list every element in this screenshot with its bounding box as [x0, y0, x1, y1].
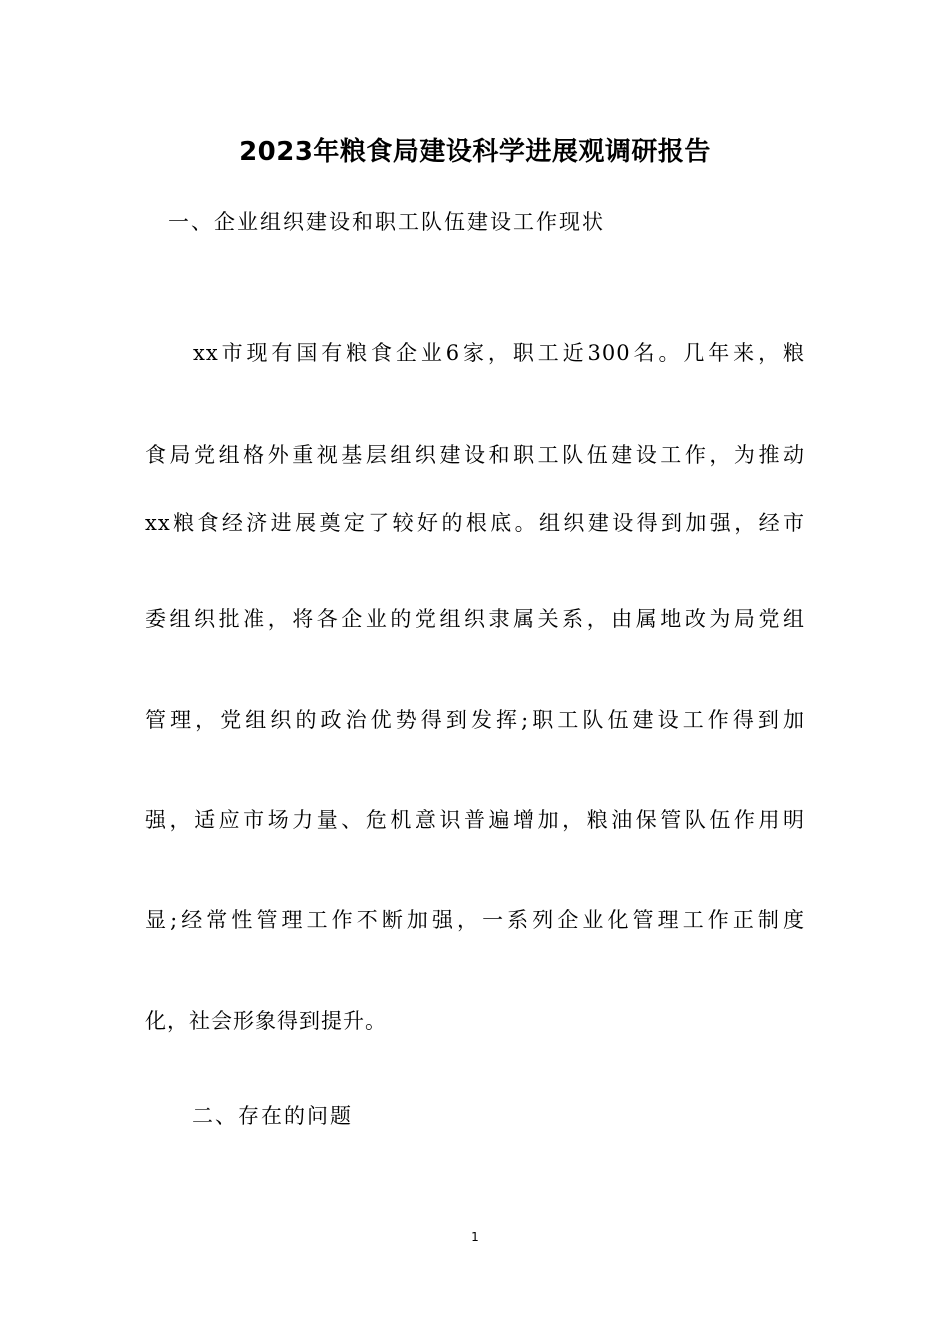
paragraph-line: 委组织批准，将各企业的党组织隶属关系，由属地改为局党组	[145, 607, 805, 631]
paragraph-line: xx粮食经济进展奠定了较好的根底。组织建设得到加强，经市	[145, 511, 805, 535]
section-heading-1: 一、企业组织建设和职工队伍建设工作现状	[168, 210, 605, 234]
paragraph-line: 化，社会形象得到提升。	[145, 1009, 387, 1033]
paragraph-line: 管理，党组织的政治优势得到发挥;职工队伍建设工作得到加	[145, 708, 805, 732]
page-number: 1	[471, 1230, 479, 1244]
paragraph-line: 显;经常性管理工作不断加强，一系列企业化管理工作正制度	[145, 908, 805, 932]
paragraph-line: 食局党组格外重视基层组织建设和职工队伍建设工作，为推动	[145, 443, 805, 467]
section-heading-2: 二、存在的问题	[192, 1104, 353, 1128]
paragraph-line: 强，适应市场力量、危机意识普遍增加，粮油保管队伍作用明	[145, 808, 805, 832]
paragraph-line: xx市现有国有粮食企业6家，职工近300名。几年来，粮	[193, 341, 805, 365]
document-title: 2023年粮食局建设科学进展观调研报告	[239, 137, 711, 167]
